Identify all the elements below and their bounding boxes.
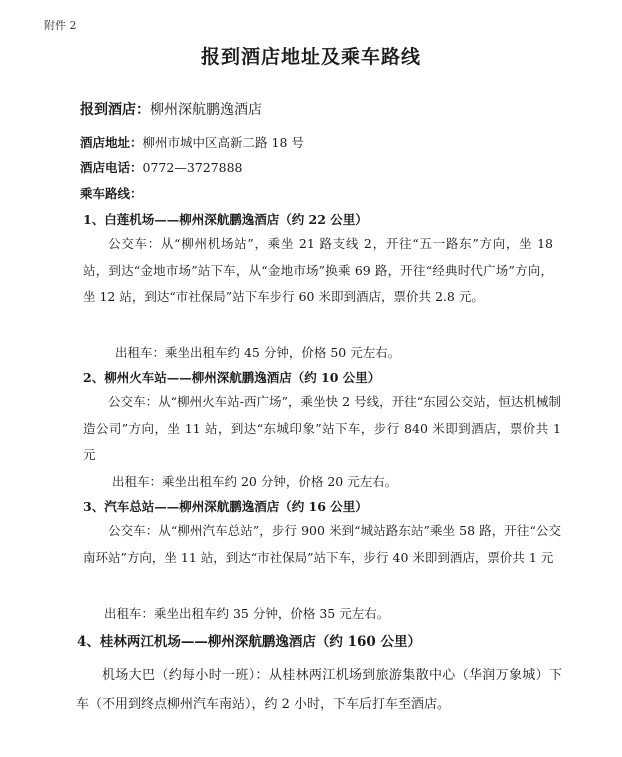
route-3-bus: 公交车：从“柳州汽车总站”，步行 900 米到“城站路东站”乘坐 58 路，开往“公交南环站”方向，坐 11 站，到达“市社保局”站下车，步行 40 米即到酒店，票价共 1 元	[83, 523, 561, 565]
attachment-label: 附件 2	[44, 19, 77, 32]
route-2-heading: 2、柳州火车站——柳州深航鹏逸酒店（约 10 公里）	[83, 370, 381, 385]
route-1-taxi: 出租车：乘坐出租车约 45 分钟，价格 50 元左右。	[115, 345, 401, 360]
route-4-bus: 机场大巴（约每小时一班）：从桂林两江机场到旅游集散中心（华润万象城）下车（不用到终点柳州汽车南站），约 2 小时，下车后打车至酒店。	[76, 668, 562, 712]
route-2-taxi: 出租车：乘坐出租车约 20 分钟，价格 20 元左右。	[112, 474, 398, 489]
routes-label: 乘车路线：	[80, 186, 143, 201]
hotel-name-label: 报到酒店：	[80, 102, 150, 118]
route-3-heading: 3、汽车总站——柳州深航鹏逸酒店（约 16 公里）	[83, 499, 368, 514]
route-4-heading: 4、桂林两江机场——柳州深航鹏逸酒店（约 160 公里）	[77, 634, 421, 650]
hotel-name: 柳州深航鹏逸酒店	[150, 102, 262, 118]
route-3-taxi: 出租车：乘坐出租车约 35 分钟，价格 35 元左右。	[104, 606, 390, 621]
hotel-address: 柳州市城中区高新二路 18 号	[142, 135, 304, 150]
route-1-heading: 1、白莲机场——柳州深航鹏逸酒店（约 22 公里）	[83, 212, 368, 227]
hotel-phone-row	[80, 160, 243, 176]
hotel-address-label: 酒店地址：	[80, 135, 143, 150]
hotel-phone-label: 酒店电话：	[80, 160, 143, 175]
hotel-name-row	[80, 102, 262, 118]
route-2-bus: 公交车：从“柳州火车站-西广场”，乘坐快 2 号线，开往“东园公交站，恒达机械制造公司”方向，坐 11 站，到达“东城印象”站下车，步行 840 米即到酒店，票价共 1 元	[83, 394, 561, 462]
hotel-address-row	[80, 135, 304, 151]
hotel-phone: 0772—3727888	[142, 160, 243, 175]
page-title: 报到酒店地址及乘车路线	[200, 46, 421, 68]
route-1-bus: 公交车：从“柳州机场站”，乘坐 21 路支线 2，开往“五一路东”方向，坐 18 站，到达“金地市场”站下车，从“金地市场”换乘 69 路，开往“经典时代广场”方向，坐 12 站，到达“市社保局”站下车步行 60 米即到酒店，票价共 2.8 元。	[83, 236, 553, 304]
